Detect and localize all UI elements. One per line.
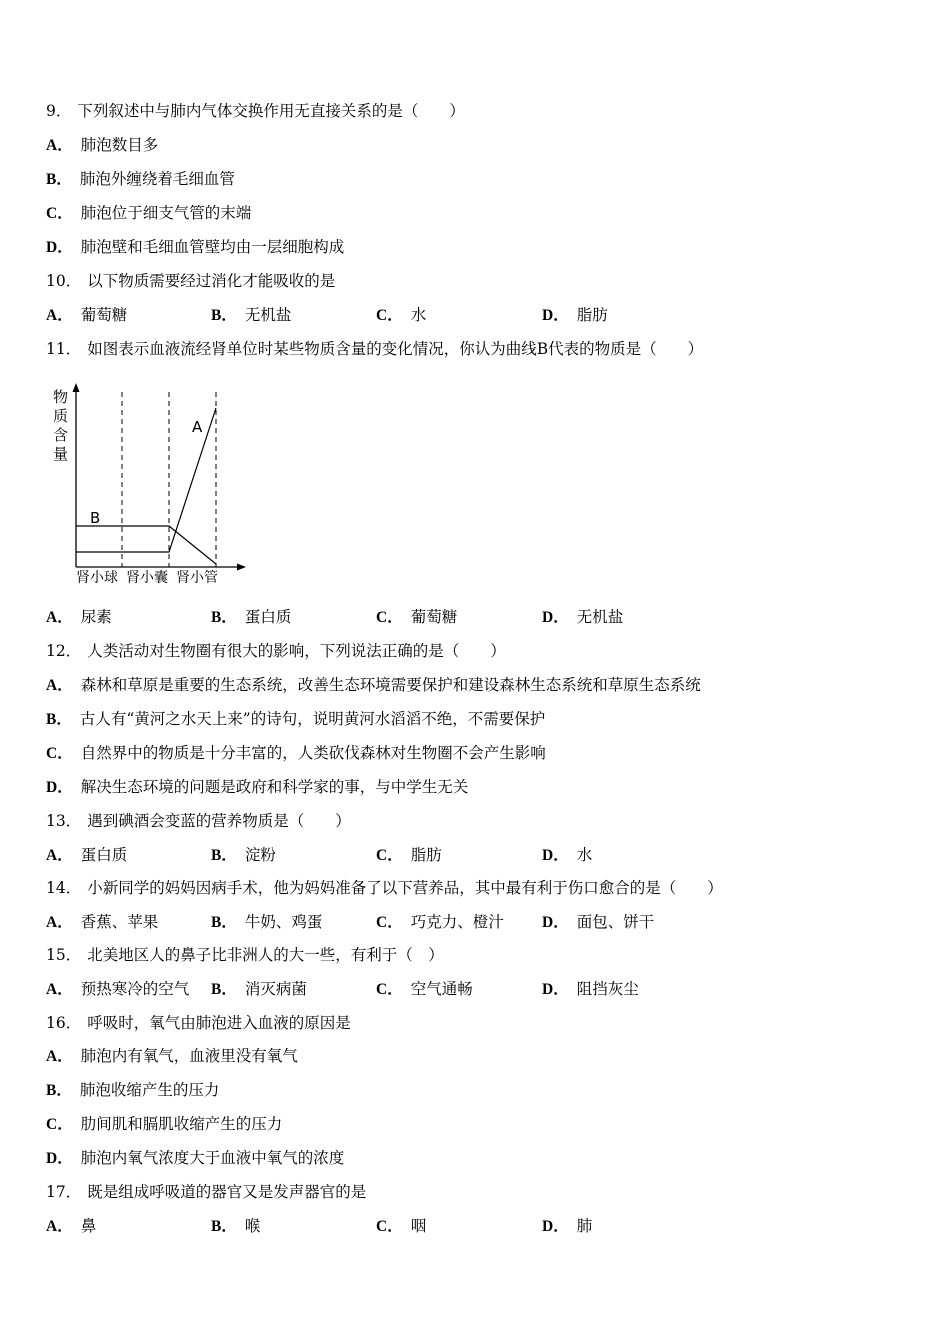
question-14-stem: 14． 小新同学的妈妈因病手术，他为妈妈准备了以下营养品，其中最有利于伤口愈合的是（ ） — [46, 879, 723, 897]
question-12-stem: 12． 人类活动对生物圈有很大的影响，下列说法正确的是（ ） — [46, 642, 506, 660]
q14-option-a: A． 香蕉、苹果 — [46, 913, 159, 931]
q13-option-a: A． 蛋白质 — [46, 846, 128, 864]
q10-option-c: C． 水 — [376, 306, 427, 324]
curve-b — [76, 526, 216, 564]
x-label-capsule: 肾小囊 — [126, 570, 168, 586]
q12-option-c: C． 自然界中的物质是十分丰富的，人类砍伐森林对生物圈不会产生影响 — [46, 744, 546, 762]
q16-option-c: C． 肋间肌和膈肌收缩产生的压力 — [46, 1115, 283, 1133]
q15-option-d: D． 阻挡灰尘 — [542, 980, 639, 998]
question-13-stem: 13． 遇到碘酒会变蓝的营养物质是（ ） — [46, 812, 351, 830]
q17-option-d: D． 肺 — [542, 1217, 593, 1235]
q17-option-c: C． 咽 — [376, 1217, 427, 1235]
y-axis-arrow — [73, 383, 80, 392]
curve-b-label: B — [90, 509, 101, 527]
y-axis-label-3: 含 — [53, 426, 69, 444]
q17-option-a: A． 鼻 — [46, 1217, 97, 1235]
question-10-stem: 10． 以下物质需要经过消化才能吸收的是 — [46, 272, 336, 290]
q9-option-b: B． 肺泡外缠绕着毛细血管 — [46, 170, 235, 188]
x-label-glomerulus: 肾小球 — [76, 570, 118, 586]
q13-option-d: D． 水 — [542, 846, 593, 864]
q10-option-d: D． 脂肪 — [542, 306, 608, 324]
q12-option-b: B． 古人有“黄河之水天上来”的诗句，说明黄河水滔滔不绝，不需要保护 — [46, 710, 546, 728]
x-label-tubule: 肾小管 — [176, 570, 218, 586]
q12-option-a: A． 森林和草原是重要的生态系统，改善生态环境需要保护和建设森林生态系统和草原生态系统 — [46, 676, 701, 694]
q13-option-c: C． 脂肪 — [376, 846, 442, 864]
q15-option-b: B． 消灭病菌 — [211, 980, 307, 998]
question-11-stem: 11． 如图表示血液流经肾单位时某些物质含量的变化情况，你认为曲线B代表的物质是（ ） — [46, 340, 704, 358]
q14-option-d: D． 面包、饼干 — [542, 913, 655, 931]
question-15-stem: 15． 北美地区人的鼻子比非洲人的大一些，有利于（ ） — [46, 946, 444, 964]
y-axis-label-1: 物 — [53, 388, 69, 406]
question-9-stem: 9． 下列叙述中与肺内气体交换作用无直接关系的是（ ） — [46, 102, 465, 120]
kidney-substance-chart — [46, 380, 256, 590]
y-axis-label-4: 量 — [53, 445, 69, 463]
q17-option-b: B． 喉 — [211, 1217, 261, 1235]
q16-option-a: A． 肺泡内有氧气，血液里没有氧气 — [46, 1047, 298, 1065]
q9-option-c: C． 肺泡位于细支气管的末端 — [46, 204, 252, 222]
curve-a-label: A — [192, 418, 203, 436]
q10-option-b: B． 无机盐 — [211, 306, 292, 324]
question-17-stem: 17． 既是组成呼吸道的器官又是发声器官的是 — [46, 1183, 367, 1201]
y-axis-label-2: 质 — [53, 407, 69, 425]
q11-option-b: B． 蛋白质 — [211, 608, 292, 626]
q12-option-d: D． 解决生态环境的问题是政府和科学家的事，与中学生无关 — [46, 778, 469, 796]
x-axis-arrow — [237, 564, 246, 571]
q15-option-c: C． 空气通畅 — [376, 980, 473, 998]
q9-option-a: A． 肺泡数目多 — [46, 136, 159, 154]
q15-option-a: A． 预热寒冷的空气 — [46, 980, 190, 998]
q13-option-b: B． 淀粉 — [211, 846, 276, 864]
q11-option-a: A． 尿素 — [46, 608, 112, 626]
question-16-stem: 16． 呼吸时，氧气由肺泡进入血液的原因是 — [46, 1014, 351, 1032]
q9-option-d: D． 肺泡壁和毛细血管壁均由一层细胞构成 — [46, 238, 345, 256]
q16-option-b: B． 肺泡收缩产生的压力 — [46, 1081, 220, 1099]
q10-option-a: A． 葡萄糖 — [46, 306, 128, 324]
q11-option-c: C． 葡萄糖 — [376, 608, 458, 626]
q14-option-b: B． 牛奶、鸡蛋 — [211, 913, 323, 931]
q16-option-d: D． 肺泡内氧气浓度大于血液中氧气的浓度 — [46, 1149, 345, 1167]
q14-option-c: C． 巧克力、橙汁 — [376, 913, 504, 931]
q11-option-d: D． 无机盐 — [542, 608, 624, 626]
